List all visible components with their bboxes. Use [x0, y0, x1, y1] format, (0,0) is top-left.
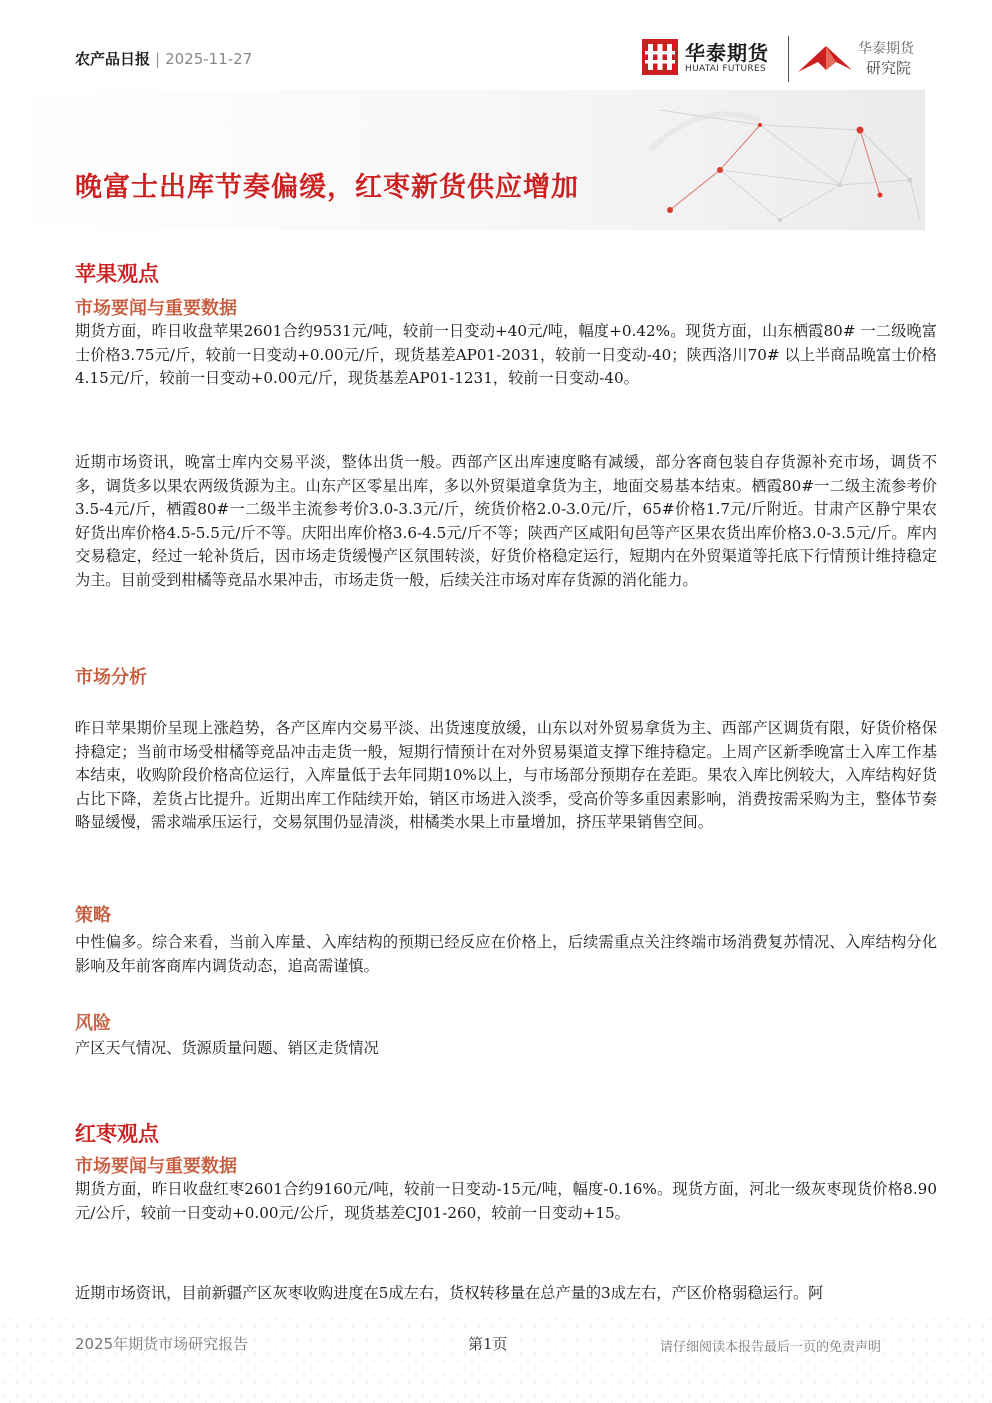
company-name-cn: 华泰期货 [685, 41, 769, 65]
apple-risk-paragraph: 产区天气情况、货源质量问题、销区走货情况 [75, 1039, 379, 1057]
report-title: 晚富士出库节奏偏缓，红枣新货供应增加 [75, 172, 579, 203]
report-date: 2025-11-27 [165, 50, 253, 68]
apple-news-paragraph-2: 近期市场资讯，晚富士库内交易平淡，整体出货一般。西部产区出库速度略有减缓，部分客商包装自存货源补充市场，调货不多，调货多以果农两级货源为主。山东产区零星出库，多以外贸渠道拿货为主，地面交易基本结束。栖霞80#一二级主流参考价3.5-4元/斤，栖霞80#一二级半主流参考价3.0-3.3元/斤，统货价格2.0-3.0元/斤，65#价格1.7元/斤附近。甘肃产区静宁果农好货出库价格4.5-5.5元/斤不等。庆阳出库价格3.6-4.5元/斤不等；陕西产区咸阳旬邑等产区果农货出库价格3.0-3.5元/斤。库内交易稳定，经过一轮补货后，因市场走货缓慢产区氛围转淡，好货价格稳定运行，短期内在外贸渠道等托底下行情预计维持稳定为主。目前受到柑橘等竞品水果冲击，市场走货一般，后续关注市场对库存货源的消化能力。 [75, 453, 937, 589]
jujube-news-paragraph-1: 期货方面，昨日收盘红枣2601合约9160元/吨，较前一日变动-15元/吨，幅度-0.16%。现货方面，河北一级灰枣现货价格8.90元/公斤，较前一日变动+0.00元/公斤，现货基差CJ01-260，较前一日变动+15。 [75, 1180, 937, 1222]
page-number: 第1页 [468, 1335, 508, 1353]
title-banner [0, 90, 992, 235]
apple-news-paragraph-1: 期货方面，昨日收盘苹果2601合约9531元/吨，较前一日变动+40元/吨，幅度+0.42%。现货方面，山东栖霞80# 一二级晚富士价格3.75元/斤，较前一日变动+0.00元/斤，现货基差AP01-2031，较前一日变动-40；陕西洛川70# 以上半商品晚富士价格4.15元/斤，较前一日变动+0.00元/斤，现货基差AP01-1231，较前一日变动-40。 [75, 322, 937, 387]
institute-sub: 研究院 [866, 59, 912, 77]
company-name-en: HUATAI FUTURES [685, 64, 766, 74]
huatai-futures-logo [642, 37, 782, 81]
apple-strategy-heading: 策略 [75, 905, 111, 926]
logo-divider [788, 36, 789, 82]
apple-risk-heading: 风险 [75, 1013, 111, 1034]
institute-name: 华泰期货 [858, 41, 914, 57]
research-institute-logo [796, 36, 926, 82]
apple-news-heading: 市场要闻与重要数据 [75, 298, 237, 319]
huatai-logo-mark-icon [642, 39, 678, 75]
header-separator: | [155, 50, 161, 68]
apple-section-heading: 苹果观点 [75, 262, 159, 286]
apple-strategy-paragraph: 中性偏多。综合来看，当前入库量、入库结构的预期已经反应在价格上，后续需重点关注终端市场消费复苏情况、入库结构分化影响及年前客商库内调货动态，追高需谨慎。 [75, 933, 937, 975]
report-type: 农产品日报 [75, 50, 151, 68]
report-header [75, 48, 252, 69]
apple-analysis-paragraph: 昨日苹果期价呈现上涨趋势，各产区库内交易平淡、出货速度放缓，山东以对外贸易拿货为主、西部产区调货有限，好货价格保持稳定；当前市场受柑橘等竞品冲击走货一般，短期行情预计在对外贸易渠道支撑下维持稳定。上周产区新季晚富士入库工作基本结束，收购阶段价格高位运行，入库量低于去年同期10%以上，与市场部分预期存在差距。果农入库比例较大，入库结构好货占比下降，差货占比提升。近期出库工作陆续开始，销区市场进入淡季，受高价等多重因素影响，消费按需采购为主，整体节奏略显缓慢，需求端承压运行，交易氛围仍显清淡，柑橘类水果上市量增加，挤压苹果销售空间。 [75, 719, 937, 831]
swoosh-icon [796, 40, 854, 76]
apple-analysis-heading: 市场分析 [75, 667, 147, 688]
jujube-news-paragraph-2: 近期市场资讯，目前新疆产区灰枣收购进度在5成左右，货权转移量在总产量的3成左右，产区价格弱稳运行。阿 [75, 1284, 824, 1302]
network-graphic-icon [0, 90, 992, 235]
disclaimer-note: 请仔细阅读本报告最后一页的免责声明 [660, 1340, 882, 1355]
jujube-section-heading: 红枣观点 [75, 1122, 159, 1146]
footer-report-name: 2025年期货市场研究报告 [75, 1335, 249, 1353]
jujube-news-heading: 市场要闻与重要数据 [75, 1156, 237, 1177]
